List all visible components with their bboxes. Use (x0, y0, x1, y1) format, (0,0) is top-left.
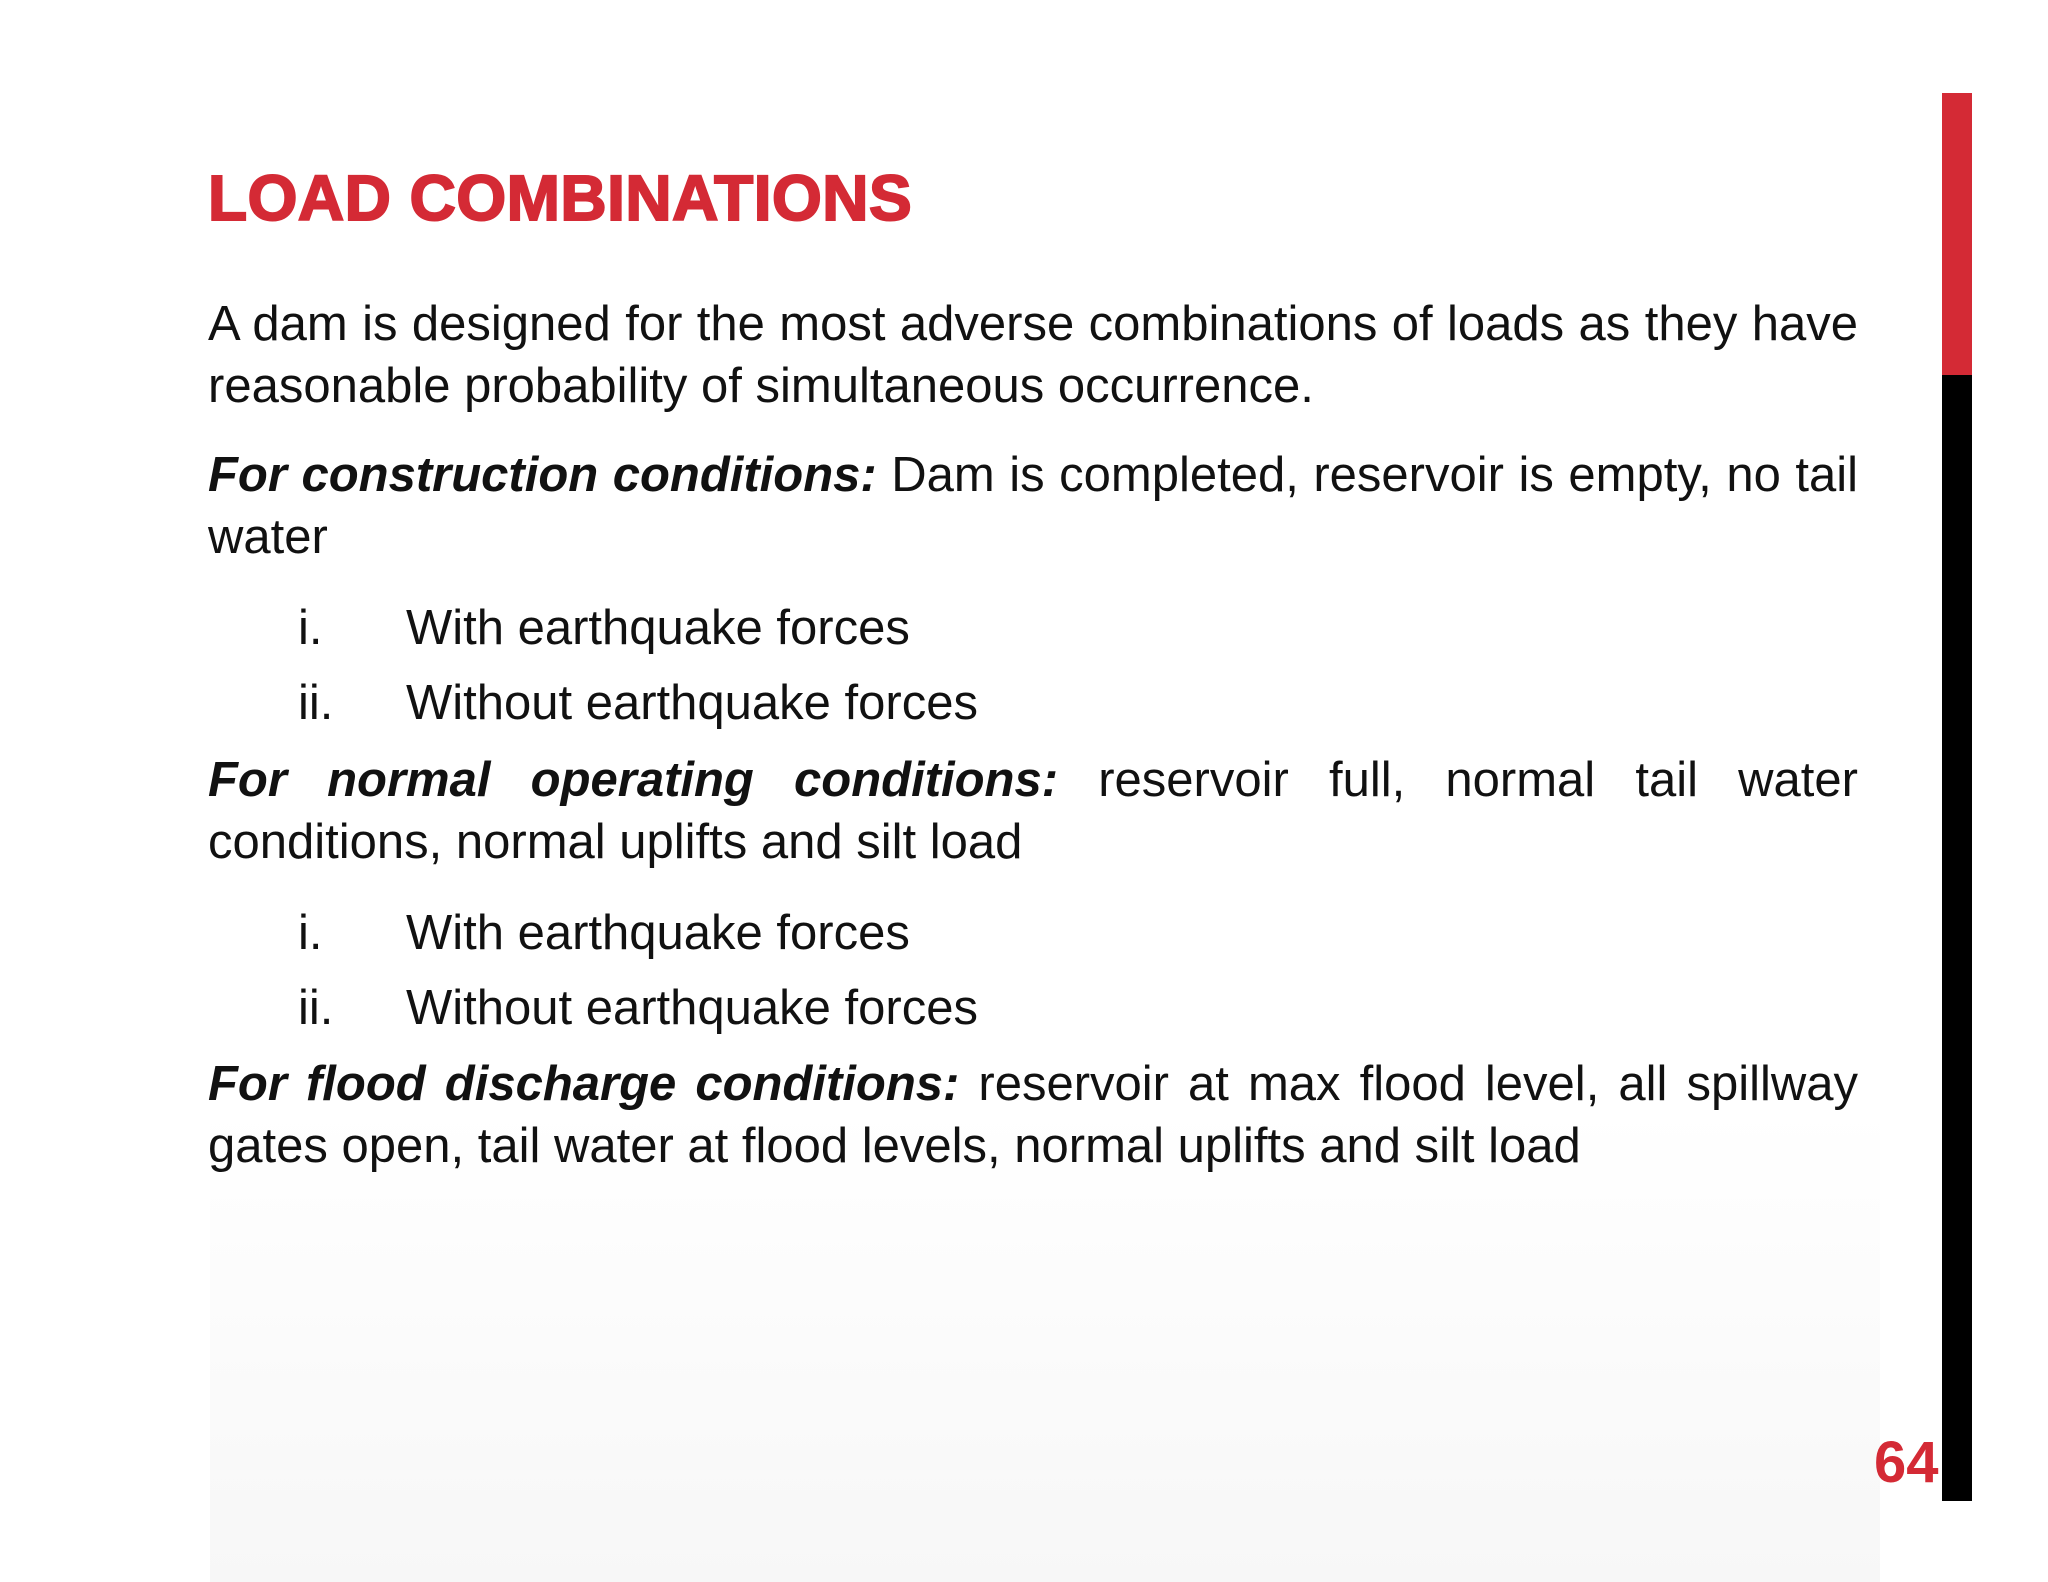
normal-operating-conditions-lead: For normal operating conditions: (208, 753, 1059, 807)
normal-operating-conditions-list (298, 902, 978, 1052)
list-marker: ii. (298, 676, 334, 730)
list-item-text: Without earthquake forces (406, 676, 978, 730)
list-item-text: With earthquake forces (406, 601, 910, 655)
list-marker: i. (298, 601, 323, 655)
list-item (298, 597, 978, 672)
list-item-text: Without earthquake forces (406, 981, 978, 1035)
flood-discharge-conditions-paragraph (208, 1053, 1858, 1177)
list-item-text: With earthquake forces (406, 906, 910, 960)
page-number: 64 (1874, 1430, 1939, 1495)
list-item (298, 672, 978, 747)
normal-operating-conditions-text: reservoir full, normal tail water conditions, normal uplifts and silt load (208, 753, 1858, 869)
list-marker: ii. (298, 981, 334, 1035)
side-bar (1942, 93, 1972, 1501)
normal-operating-conditions-paragraph (208, 749, 1858, 873)
side-bar-accent (1942, 93, 1972, 375)
construction-conditions-lead: For construction conditions: (208, 448, 877, 502)
list-item (298, 977, 978, 1052)
slide-title: LOAD COMBINATIONS (208, 162, 913, 234)
list-marker: i. (298, 906, 323, 960)
construction-conditions-paragraph (208, 444, 1858, 568)
construction-conditions-text: Dam is completed, reservoir is empty, no tail water (208, 448, 1858, 564)
list-item (298, 902, 978, 977)
flood-discharge-conditions-lead: For flood discharge conditions: (208, 1057, 960, 1111)
construction-conditions-list (298, 597, 978, 747)
flood-discharge-conditions-text: reservoir at max flood level, all spillway gates open, tail water at flood levels, normal uplifts and silt load (208, 1057, 1858, 1173)
intro-paragraph: A dam is designed for the most adverse combinations of loads as they have reasonable probability of simultaneous occurrence. (208, 297, 1858, 413)
